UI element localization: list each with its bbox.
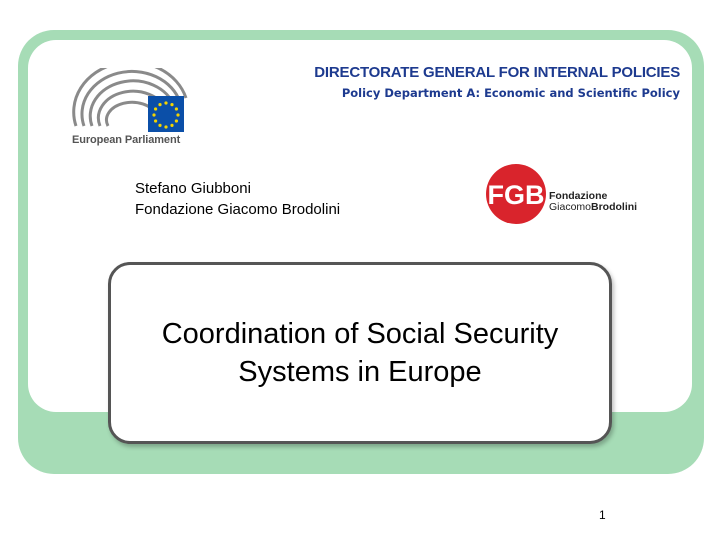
- fgb-line1: Fondazione: [549, 190, 608, 202]
- directorate-title: DIRECTORATE GENERAL FOR INTERNAL POLICIES: [314, 64, 680, 81]
- author-block: [135, 178, 340, 220]
- hemicycle-icon: [66, 68, 216, 132]
- title-box: [108, 262, 612, 444]
- department-subtitle: Policy Department A: Economic and Scientific Policy: [341, 86, 680, 100]
- fgb-logo-icon: [484, 162, 548, 226]
- ep-caption: European Parliament: [72, 134, 181, 146]
- fgb-line2-bold: Brodolini: [591, 201, 638, 213]
- fgb-line2: [549, 201, 637, 213]
- slide-title: Coordination of Social Security Systems in Europe: [161, 318, 559, 388]
- fgb-initials: FGB: [487, 180, 545, 210]
- author-name: Stefano Giubboni: [135, 180, 251, 197]
- author-affiliation: Fondazione Giacomo Brodolini: [135, 201, 341, 218]
- fgb-line2-regular: Giacomo: [549, 201, 592, 213]
- eu-flag-icon: [148, 96, 184, 132]
- european-parliament-logo: [66, 68, 216, 152]
- page-number: 1: [599, 508, 606, 522]
